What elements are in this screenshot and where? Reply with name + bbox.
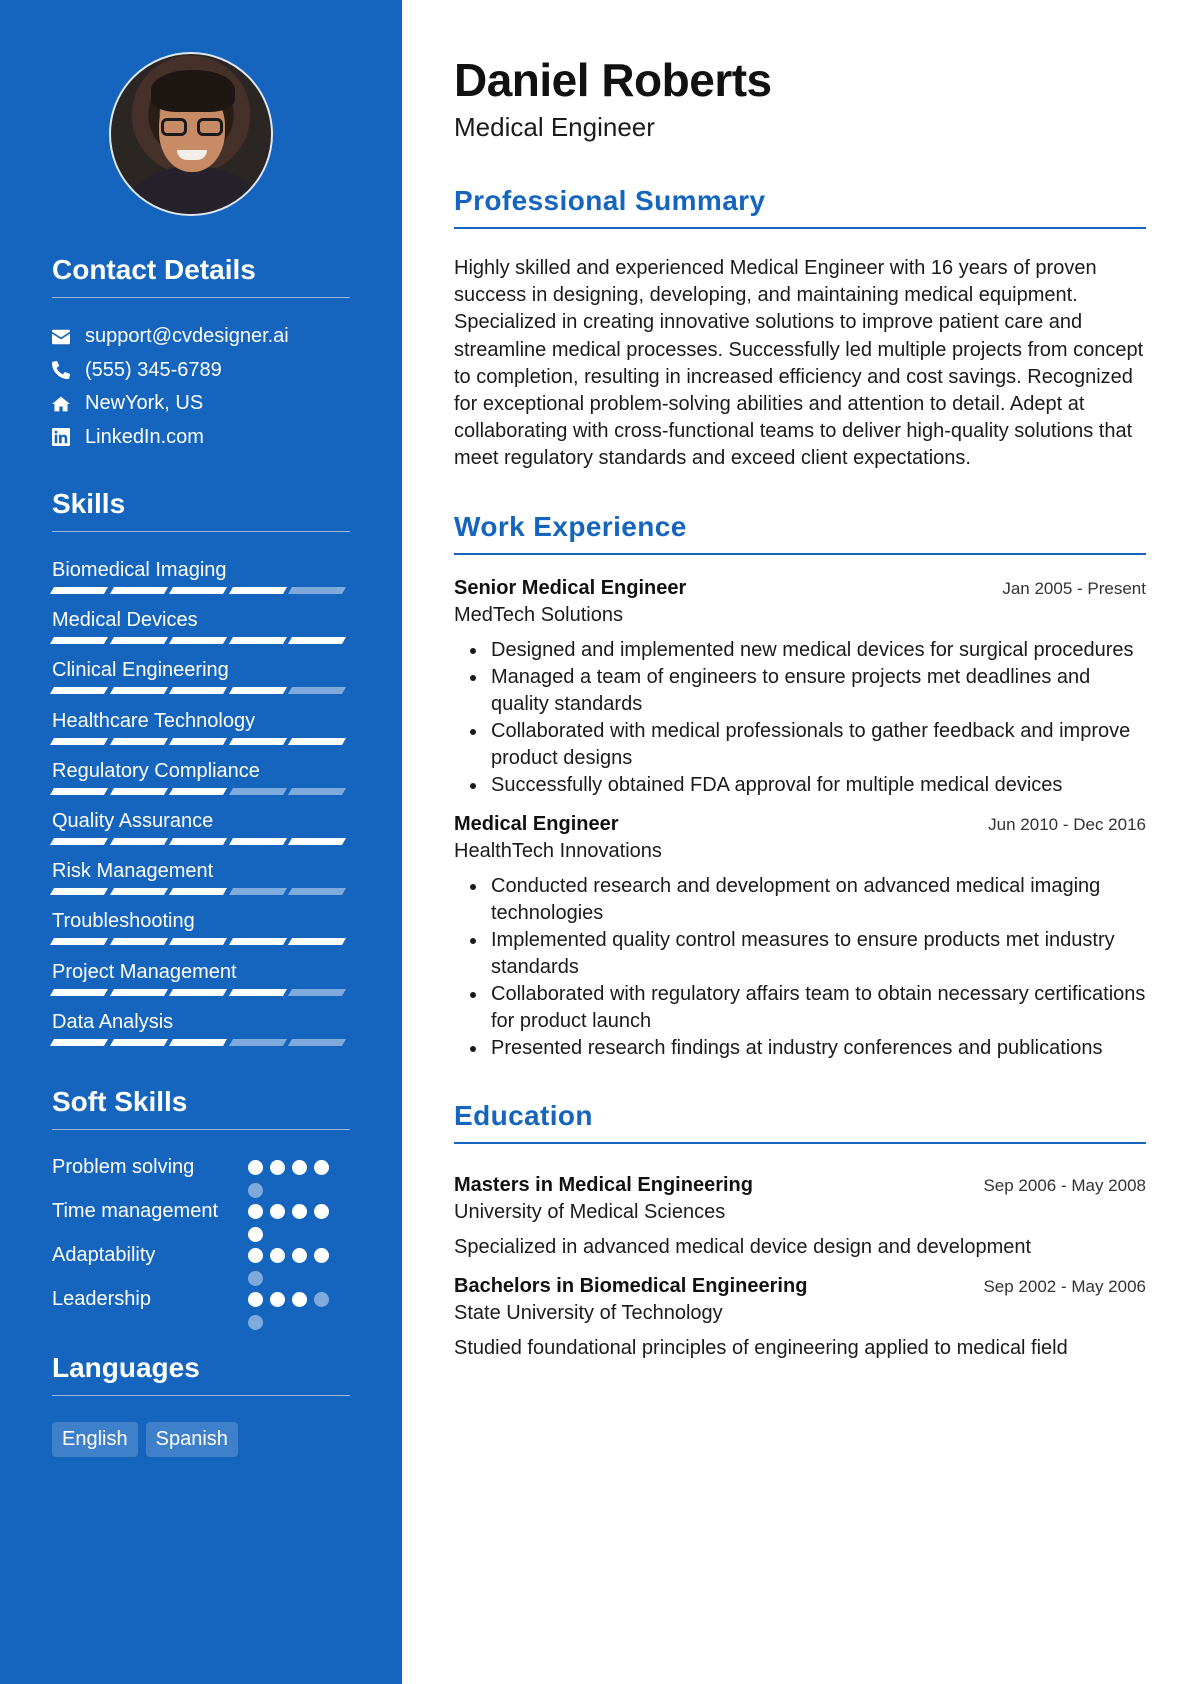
contact-phone-text: (555) 345-6789	[85, 358, 222, 381]
contact-email-text: support@cvdesigner.ai	[85, 325, 289, 348]
skill-level-segment	[50, 838, 108, 845]
skill-level-bar	[52, 888, 350, 895]
skill-level-segment	[169, 888, 227, 895]
skill-name: Quality Assurance	[52, 809, 214, 832]
contact-phone[interactable]	[52, 354, 350, 388]
soft-skill-name: Adaptability	[52, 1243, 156, 1266]
skill-item	[52, 558, 350, 608]
soft-skill-name: Leadership	[52, 1287, 151, 1310]
contact-list	[52, 320, 350, 454]
envelope-icon	[52, 328, 85, 346]
rating-dot	[270, 1204, 285, 1219]
skill-level-segment	[288, 788, 346, 795]
skill-level-segment	[229, 938, 287, 945]
skill-name: Medical Devices	[52, 609, 198, 632]
avatar-hair	[151, 70, 235, 112]
job-company: HealthTech Innovations	[454, 839, 662, 862]
skill-name: Risk Management	[52, 860, 214, 883]
skill-level-bar	[52, 637, 350, 644]
skill-level-bar	[52, 738, 350, 745]
skill-level-segment	[288, 637, 346, 644]
skill-level-segment	[110, 989, 168, 996]
skill-level-bar	[52, 587, 350, 594]
skill-level-segment	[169, 989, 227, 996]
skill-name: Troubleshooting	[52, 910, 195, 933]
rating-dot	[248, 1183, 263, 1198]
rating-dot	[314, 1248, 329, 1263]
rating-dot	[248, 1315, 263, 1330]
rating-dot	[292, 1248, 307, 1263]
education-header	[454, 1275, 1146, 1298]
job-entry	[454, 813, 1146, 1062]
skill-level-segment	[229, 788, 287, 795]
skill-level-bar	[52, 989, 350, 996]
summary-heading: Professional Summary	[454, 185, 1146, 229]
contact-location-text: NewYork, US	[85, 392, 204, 415]
rating-dot	[248, 1271, 263, 1286]
job-bullet: Collaborated with medical professionals to gather feedback and improve product designs	[454, 718, 1146, 772]
skill-item	[52, 608, 350, 658]
skill-level-segment	[50, 637, 108, 644]
skill-level-bar	[52, 838, 350, 845]
skill-level-segment	[50, 687, 108, 694]
skill-level-segment	[110, 888, 168, 895]
soft-skill-item	[52, 1154, 350, 1198]
soft-skill-item	[52, 1242, 350, 1286]
education-entry	[454, 1275, 1146, 1362]
job-bullet: Designed and implemented new medical devices for surgical procedures	[454, 637, 1146, 664]
education-description: Specialized in advanced medical device design and development	[454, 1235, 1032, 1258]
skill-item	[52, 809, 350, 859]
skill-item	[52, 658, 350, 708]
rating-dot	[292, 1160, 307, 1175]
skill-level-segment	[229, 838, 287, 845]
skill-level-segment	[288, 938, 346, 945]
skill-level-segment	[50, 989, 108, 996]
contact-heading: Contact Details	[52, 254, 350, 298]
job-header	[454, 577, 1146, 600]
rating-dot	[248, 1292, 263, 1307]
candidate-title: Medical Engineer	[454, 112, 655, 142]
skill-level-segment	[288, 838, 346, 845]
linkedin-icon	[52, 428, 85, 446]
skill-level-segment	[229, 1039, 287, 1046]
job-bullet: Implemented quality control measures to ensure products met industry standards	[454, 927, 1146, 981]
skill-level-segment	[169, 838, 227, 845]
skill-level-segment	[229, 687, 287, 694]
rating-dot	[248, 1160, 263, 1175]
job-title: Senior Medical Engineer	[454, 576, 687, 599]
education-dates: Sep 2006 - May 2008	[983, 1175, 1146, 1195]
contact-location	[52, 387, 350, 421]
skill-level-segment	[169, 738, 227, 745]
skill-level-segment	[169, 1039, 227, 1046]
skill-level-bar	[52, 788, 350, 795]
rating-dot	[314, 1204, 329, 1219]
rating-dot	[292, 1204, 307, 1219]
skill-level-segment	[229, 587, 287, 594]
rating-dot	[248, 1204, 263, 1219]
soft-skill-rating	[248, 1198, 330, 1242]
skill-level-segment	[169, 687, 227, 694]
rating-dot	[292, 1292, 307, 1307]
job-bullets	[454, 873, 1146, 1062]
skill-item	[52, 960, 350, 1010]
education-degree: Masters in Medical Engineering	[454, 1173, 753, 1196]
skill-level-segment	[288, 738, 346, 745]
phone-icon	[52, 361, 85, 379]
skill-level-segment	[50, 788, 108, 795]
skill-level-segment	[110, 687, 168, 694]
education-list	[454, 1174, 1146, 1362]
job-entry	[454, 577, 1146, 799]
job-company: MedTech Solutions	[454, 603, 623, 626]
skill-item	[52, 1010, 350, 1060]
soft-skill-name: Time management	[52, 1199, 218, 1222]
soft-skill-item	[52, 1198, 350, 1242]
education-header	[454, 1174, 1146, 1197]
skill-level-segment	[110, 938, 168, 945]
skill-name: Regulatory Compliance	[52, 759, 260, 782]
skill-level-segment	[110, 738, 168, 745]
candidate-name: Daniel Roberts	[454, 54, 772, 106]
education-entry	[454, 1174, 1146, 1261]
soft-skill-rating	[248, 1154, 330, 1198]
skill-level-segment	[288, 1039, 346, 1046]
rating-dot	[248, 1227, 263, 1242]
skill-level-segment	[50, 888, 108, 895]
skill-level-segment	[169, 637, 227, 644]
avatar-glasses	[161, 118, 223, 136]
skill-level-segment	[50, 938, 108, 945]
job-bullet: Presented research findings at industry conferences and publications	[454, 1035, 1146, 1062]
skill-level-segment	[110, 838, 168, 845]
education-heading: Education	[454, 1100, 1146, 1144]
soft-skill-rating	[248, 1242, 330, 1286]
skill-level-bar	[52, 1039, 350, 1046]
skill-level-bar	[52, 938, 350, 945]
skill-name: Project Management	[52, 960, 237, 983]
soft-skill-item	[52, 1286, 350, 1330]
contact-email[interactable]	[52, 320, 350, 354]
avatar-shirt	[131, 166, 255, 216]
languages-heading: Languages	[52, 1352, 350, 1396]
summary-text: Highly skilled and experienced Medical Engineer with 16 years of proven success in designing, developing, and maintaining medical equipment. Specialized in creating innovative solutions to improve patient care and streamline medical processes. Successfully led multiple projects from concept to completion, resulting in increased efficiency and cost savings. Recognized for exceptional problem-solving abilities and attention to detail. Adept at collaborating with cross-functional teams to deliver high-quality solutions that meet regulatory standards and exceed client expectations.	[454, 257, 1144, 470]
home-icon	[52, 395, 85, 413]
skill-level-segment	[169, 587, 227, 594]
skill-level-segment	[50, 587, 108, 594]
rating-dot	[270, 1248, 285, 1263]
job-title: Medical Engineer	[454, 812, 619, 835]
skill-level-segment	[50, 738, 108, 745]
education-description: Studied foundational principles of engineering applied to medical field	[454, 1336, 1068, 1359]
main-content	[454, 0, 1146, 1362]
experience-list	[454, 577, 1146, 1062]
skill-item	[52, 859, 350, 909]
skill-item	[52, 709, 350, 759]
job-bullet: Managed a team of engineers to ensure projects met deadlines and quality standards	[454, 664, 1146, 718]
skill-level-bar	[52, 687, 350, 694]
languages-list	[52, 1422, 350, 1457]
job-bullet: Collaborated with regulatory affairs team to obtain necessary certifications for product launch	[454, 981, 1146, 1035]
skill-name: Clinical Engineering	[52, 659, 229, 682]
experience-heading: Work Experience	[454, 511, 1146, 555]
skill-level-segment	[229, 888, 287, 895]
skill-name: Data Analysis	[52, 1010, 174, 1033]
job-dates: Jan 2005 - Present	[1002, 578, 1146, 598]
rating-dot	[270, 1160, 285, 1175]
rating-dot	[248, 1248, 263, 1263]
education-school: University of Medical Sciences	[454, 1200, 726, 1223]
skills-heading: Skills	[52, 488, 350, 532]
soft-skill-rating	[248, 1286, 330, 1330]
rating-dot	[314, 1160, 329, 1175]
contact-linkedin[interactable]	[52, 421, 350, 455]
skill-level-segment	[169, 788, 227, 795]
skill-name: Healthcare Technology	[52, 709, 256, 732]
skill-level-segment	[169, 938, 227, 945]
education-school: State University of Technology	[454, 1301, 723, 1324]
skill-level-segment	[50, 1039, 108, 1046]
contact-linkedin-text: LinkedIn.com	[85, 425, 204, 448]
job-bullets	[454, 637, 1146, 799]
skill-level-segment	[288, 587, 346, 594]
education-dates: Sep 2002 - May 2006	[983, 1276, 1146, 1296]
soft-skills-list	[52, 1154, 350, 1330]
skill-level-segment	[110, 1039, 168, 1046]
job-bullet: Conducted research and development on advanced medical imaging technologies	[454, 873, 1146, 927]
skill-level-segment	[110, 587, 168, 594]
skill-level-segment	[110, 788, 168, 795]
skill-name: Biomedical Imaging	[52, 559, 227, 581]
skill-level-segment	[229, 637, 287, 644]
skill-item	[52, 759, 350, 809]
skill-level-segment	[229, 989, 287, 996]
job-header	[454, 813, 1146, 836]
skills-list	[52, 558, 350, 1060]
skill-level-segment	[229, 738, 287, 745]
rating-dot	[314, 1292, 329, 1307]
rating-dot	[270, 1292, 285, 1307]
sidebar	[0, 0, 402, 1684]
skill-level-segment	[288, 888, 346, 895]
skill-item	[52, 909, 350, 959]
education-degree: Bachelors in Biomedical Engineering	[454, 1274, 808, 1297]
language-tag: Spanish	[146, 1422, 238, 1457]
soft-skills-heading: Soft Skills	[52, 1086, 350, 1130]
avatar	[109, 52, 273, 216]
skill-level-segment	[288, 687, 346, 694]
soft-skill-name: Problem solving	[52, 1155, 195, 1178]
skill-level-segment	[110, 637, 168, 644]
skill-level-segment	[288, 989, 346, 996]
language-tag: English	[52, 1422, 138, 1457]
job-bullet: Successfully obtained FDA approval for multiple medical devices	[454, 772, 1146, 799]
job-dates: Jun 2010 - Dec 2016	[988, 814, 1146, 834]
